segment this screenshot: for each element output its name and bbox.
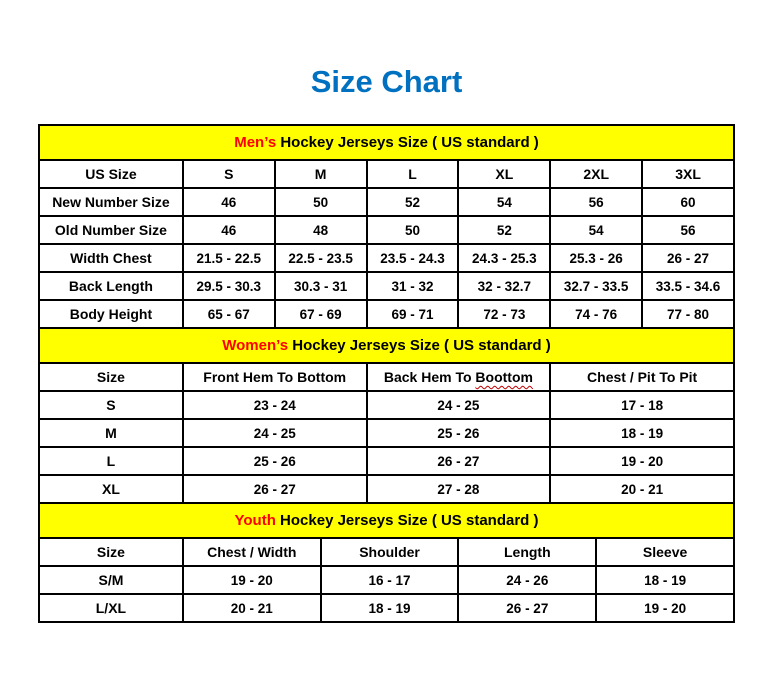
data-cell: 52 (458, 216, 550, 244)
data-cell: 50 (275, 188, 367, 216)
row-label: L/XL (39, 594, 183, 622)
data-cell: 17 - 18 (550, 391, 734, 419)
header-row (39, 538, 734, 566)
row-label: S/M (39, 566, 183, 594)
youth-size-table (38, 502, 735, 623)
data-cell: 24 - 25 (367, 391, 551, 419)
data-cell: 25 - 26 (183, 447, 367, 475)
table-row (39, 566, 734, 594)
table-row (39, 300, 734, 328)
data-cell: 26 - 27 (642, 244, 734, 272)
data-cell: 20 - 21 (550, 475, 734, 503)
data-cell: 25.3 - 26 (550, 244, 642, 272)
table-row (39, 475, 734, 503)
row-label: Old Number Size (39, 216, 183, 244)
data-cell: 30.3 - 31 (275, 272, 367, 300)
data-cell: 29.5 - 30.3 (183, 272, 275, 300)
data-cell: 25 - 26 (367, 419, 551, 447)
row-label: S (39, 391, 183, 419)
table-row (39, 419, 734, 447)
data-cell: 24.3 - 25.3 (458, 244, 550, 272)
data-cell: 54 (458, 188, 550, 216)
data-cell: 46 (183, 188, 275, 216)
column-header: 3XL (642, 160, 734, 188)
data-cell: 33.5 - 34.6 (642, 272, 734, 300)
data-cell: 18 - 19 (321, 594, 459, 622)
row-label: Body Height (39, 300, 183, 328)
data-cell: 31 - 32 (367, 272, 459, 300)
caption-highlight: Men’s (234, 134, 277, 151)
column-header: 2XL (550, 160, 642, 188)
data-cell: 19 - 20 (596, 594, 734, 622)
data-cell: 48 (275, 216, 367, 244)
data-cell: 54 (550, 216, 642, 244)
table-row (39, 391, 734, 419)
data-cell: 26 - 27 (367, 447, 551, 475)
row-label: L (39, 447, 183, 475)
data-cell: 67 - 69 (275, 300, 367, 328)
caption-highlight: Youth (234, 512, 276, 529)
womens-size-table (38, 327, 735, 504)
data-cell: 16 - 17 (321, 566, 459, 594)
data-cell: 22.5 - 23.5 (275, 244, 367, 272)
misspelled-word: Boottom (475, 369, 533, 385)
data-cell: 18 - 19 (550, 419, 734, 447)
data-cell: 65 - 67 (183, 300, 275, 328)
table-row (39, 244, 734, 272)
table-row (39, 447, 734, 475)
header-row (39, 160, 734, 188)
data-cell: 26 - 27 (458, 594, 596, 622)
mens-caption (39, 125, 734, 160)
data-cell: 50 (367, 216, 459, 244)
column-header: XL (458, 160, 550, 188)
data-cell: 56 (642, 216, 734, 244)
mens-size-table (38, 124, 735, 329)
data-cell: 24 - 25 (183, 419, 367, 447)
column-header: Chest / Width (183, 538, 321, 566)
column-header: L (367, 160, 459, 188)
data-cell: 18 - 19 (596, 566, 734, 594)
column-header: Chest / Pit To Pit (550, 363, 734, 391)
caption-highlight: Women’s (222, 337, 289, 354)
caption-text: Hockey Jerseys Size ( US standard ) (288, 337, 551, 354)
row-label: Width Chest (39, 244, 183, 272)
data-cell: 74 - 76 (550, 300, 642, 328)
row-label: XL (39, 475, 183, 503)
row-label: M (39, 419, 183, 447)
data-cell: 20 - 21 (183, 594, 321, 622)
data-cell: 23 - 24 (183, 391, 367, 419)
data-cell: 27 - 28 (367, 475, 551, 503)
column-header: Size (39, 363, 183, 391)
column-header: Shoulder (321, 538, 459, 566)
data-cell: 69 - 71 (367, 300, 459, 328)
data-cell: 24 - 26 (458, 566, 596, 594)
data-cell: 19 - 20 (183, 566, 321, 594)
column-header: Length (458, 538, 596, 566)
data-cell: 77 - 80 (642, 300, 734, 328)
size-tables-container (38, 124, 735, 623)
caption-text: Hockey Jerseys Size ( US standard ) (276, 134, 539, 151)
data-cell: 21.5 - 22.5 (183, 244, 275, 272)
column-header: Back Hem To Boottom (367, 363, 551, 391)
column-header: US Size (39, 160, 183, 188)
column-header: Sleeve (596, 538, 734, 566)
table-row (39, 272, 734, 300)
data-cell: 19 - 20 (550, 447, 734, 475)
column-header: S (183, 160, 275, 188)
column-header: Front Hem To Bottom (183, 363, 367, 391)
data-cell: 56 (550, 188, 642, 216)
header-row (39, 363, 734, 391)
data-cell: 32.7 - 33.5 (550, 272, 642, 300)
womens-caption (39, 328, 734, 363)
row-label: New Number Size (39, 188, 183, 216)
caption-text: Hockey Jerseys Size ( US standard ) (275, 512, 539, 529)
column-header: M (275, 160, 367, 188)
data-cell: 46 (183, 216, 275, 244)
table-row (39, 594, 734, 622)
table-row (39, 216, 734, 244)
data-cell: 52 (367, 188, 459, 216)
row-label: Back Length (39, 272, 183, 300)
column-header: Size (39, 538, 183, 566)
youth-caption (39, 503, 734, 538)
data-cell: 26 - 27 (183, 475, 367, 503)
data-cell: 72 - 73 (458, 300, 550, 328)
page-title: Size Chart (310, 64, 463, 99)
data-cell: 60 (642, 188, 734, 216)
table-row (39, 188, 734, 216)
data-cell: 23.5 - 24.3 (367, 244, 459, 272)
data-cell: 32 - 32.7 (458, 272, 550, 300)
